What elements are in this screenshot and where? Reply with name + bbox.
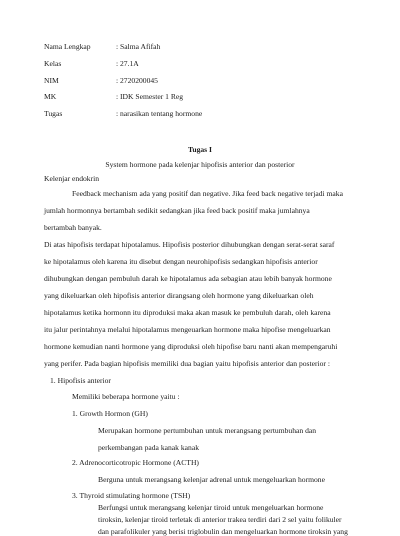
document-subtitle: System hormone pada kelenjar hipofisis anterior dan posterior [105, 160, 295, 169]
paragraph-line: itu jalur perintahnya melalui hipotalamus mengeuarkan hormone maka hipofise mengeluarkan [44, 325, 331, 334]
identity-row-mk [44, 92, 364, 102]
identity-key: MK [44, 92, 57, 101]
paragraph-line: dan parafolikuler yang berisi triglobulin dan mengeluarkan hormone tiroksin yang [98, 527, 348, 536]
paragraph-line: yang perifer. Pada bagian hipofisis memiliki dua bagian yaitu hipofisis anterior dan posterior : [44, 359, 330, 368]
sublist-item-gh: 1. Growth Hormon (GH) [72, 409, 148, 418]
identity-value: : narasikan tentang hormone [116, 109, 203, 118]
paragraph-line: Memiliki beberapa hormone yaitu : [72, 392, 180, 401]
identity-key: Tugas [44, 109, 63, 118]
paragraph-line: yang dikeluarkan oleh hipofisis anterior dirangsang oleh hormone yang dikeluarkan oleh [44, 291, 314, 300]
paragraph-line: tiroksin, kelenjar tiroid terletak di anterior trakea terdiri dari 2 sel yaitu folikuler [98, 515, 342, 524]
paragraph-line: Berguna untuk merangsang kelenjar adrenal untuk mengeluarkan hormone [98, 475, 325, 484]
identity-key: Nama Lengkap [44, 42, 91, 51]
paragraph-line: jumlah hormonnya bertambah sedikit sedangkan jika feed back positif maka jumlahnya [44, 206, 310, 215]
sublist-item-acth: 2. Adrenocorticotropic Hormone (ACTH) [72, 458, 199, 467]
identity-row-nim [44, 76, 364, 86]
paragraph-line: Berfungsi untuk merangsang kelenjar tiroid untuk mengeluarkan hormone [98, 503, 324, 512]
paragraph-line: Feedback mechanism ada yang positif dan negative. Jika feed back negative terjadi maka [72, 189, 343, 198]
heading-kelenjar: Kelenjar endokrin [44, 174, 100, 183]
paragraph-line: hormone kemudian nanti hormone yang diproduksi oleh hipofise baru nanti akan mempengaruhi [44, 342, 338, 351]
identity-value: : IDK Semester 1 Reg [116, 92, 184, 101]
paragraph-line: ke hipotalamus oleh karena itu disebut dengan neurohipofisis sedangkan hipofisis anterior [44, 257, 318, 266]
list-item-hipofisis-anterior: 1. Hipofisis anterior [50, 376, 111, 385]
identity-key: Kelas [44, 59, 62, 68]
paragraph-line: bertambah banyak. [44, 223, 102, 232]
identity-row-nama [44, 42, 364, 52]
paragraph-line: Di atas hipofisis terdapat hipotalamus. Hipofisis posterior dihubungkan dengan serat-serat saraf [44, 240, 335, 249]
paragraph-line: dihubungkan dengan pembuluh darah ke hipotalamus ada sebagian atau lebih banyak hormone [44, 274, 332, 283]
identity-value: : 2720200045 [116, 76, 158, 85]
identity-value: : 27.1A [116, 59, 139, 68]
sublist-item-tsh: 3. Thyroid stimulating hormone (TSH) [72, 491, 191, 500]
identity-key: NIM [44, 76, 59, 85]
identity-row-kelas [44, 59, 364, 69]
paragraph-line: hipotalamus ketika hormonn itu diproduksi maka akan masuk ke pembuluh darah, oleh karena [44, 308, 331, 317]
paragraph-line: perkembangan pada kanak kanak [98, 443, 199, 452]
paragraph-line: Merupakan hormone pertumbuhan untuk merangsang pertumbuhan dan [98, 426, 317, 435]
identity-row-tugas [44, 109, 364, 119]
document-title: Tugas I [188, 145, 212, 154]
identity-value: : Salma Afifah [116, 42, 161, 51]
